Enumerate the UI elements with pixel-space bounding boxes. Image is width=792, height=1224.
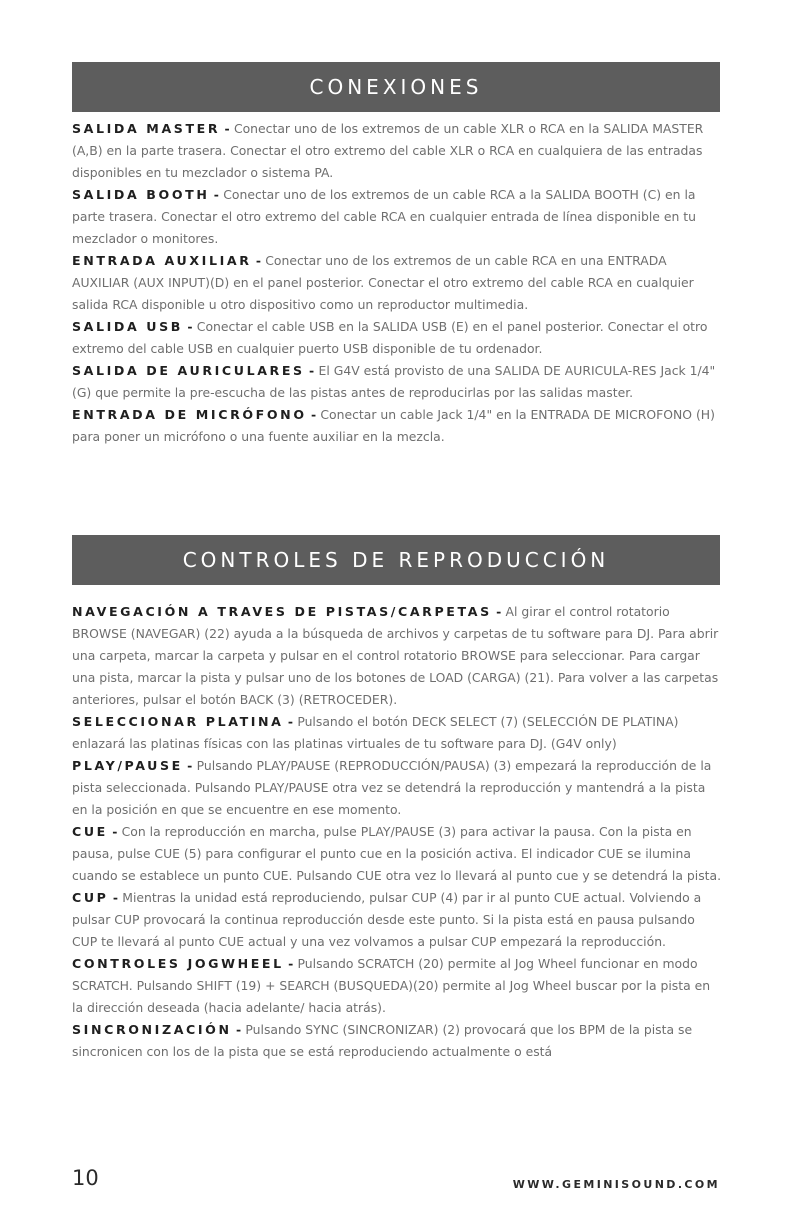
term-label: SALIDA USB <box>72 319 184 334</box>
term-separator: - <box>182 758 197 773</box>
term-separator: - <box>251 253 266 268</box>
section-conexiones <box>72 118 722 448</box>
paragraph-play-pause <box>72 755 722 821</box>
term-label: SALIDA BOOTH <box>72 187 210 202</box>
paragraph-text: Conectar un cable Jack 1/4" en la ENTRADA DE MICROFONO (H) para poner un micrófono o una fuente auxiliar en la mezcla. <box>72 407 715 444</box>
paragraph-text: Conectar uno de los extremos de un cable RCA a la SALIDA BOOTH (C) en la parte trasera. Conectar el otro extremo del cable RCA en cualquier entrada de línea disponible en tu mezclador o monitores. <box>72 187 696 246</box>
section-heading-text: CONTROLES DE REPRODUCCIÓN <box>182 548 610 572</box>
paragraph-entrada-microfono <box>72 404 722 448</box>
paragraph-salida-usb <box>72 316 722 360</box>
paragraph-text: Conectar uno de los extremos de un cable XLR o RCA en la SALIDA MASTER (A,B) en la parte trasera. Conectar el otro extremo del cable XLR o RCA en cualquiera de las entradas disponibles en tu mezclador o sistema PA. <box>72 121 704 180</box>
page-number: 10 <box>72 1166 99 1190</box>
term-label: CONTROLES JOGWHEEL <box>72 956 284 971</box>
term-separator: - <box>306 407 321 422</box>
paragraph-navegacion <box>72 601 722 711</box>
term-label: ENTRADA AUXILIAR <box>72 253 252 268</box>
term-separator: - <box>108 890 123 905</box>
paragraph-seleccionar-platina <box>72 711 722 755</box>
term-separator: - <box>209 187 224 202</box>
term-label: PLAY/PAUSE <box>72 758 183 773</box>
term-separator: - <box>231 1022 246 1037</box>
paragraph-salida-master <box>72 118 722 184</box>
term-separator: - <box>491 604 506 619</box>
term-separator: - <box>107 824 122 839</box>
paragraph-salida-auriculares <box>72 360 722 404</box>
paragraph-text: Con la reproducción en marcha, pulse PLAY/PAUSE (3) para activar la pausa. Con la pista en pausa, pulse CUE (5) para configurar el punto cue en la posición activa. El indicador CUE se ilumina cuando se establece un punto CUE. Pulsando CUE otra vez lo llevará al punto cue y se detendrá la pista. <box>72 824 722 883</box>
paragraph-text: Conectar el cable USB en la SALIDA USB (E) en el panel posterior. Conectar el otro extremo del cable USB en cualquier puerto USB disponible de tu ordenador. <box>72 319 708 356</box>
term-label: SINCRONIZACIÓN <box>72 1022 232 1037</box>
term-separator: - <box>183 319 197 334</box>
term-label: NAVEGACIÓN A TRAVES DE PISTAS/CARPETAS <box>72 604 492 619</box>
term-label: SALIDA DE AURICULARES <box>72 363 305 378</box>
term-separator: - <box>283 956 298 971</box>
term-separator: - <box>220 121 234 136</box>
section-controles-reproduccion <box>72 601 722 1063</box>
paragraph-cup <box>72 887 722 953</box>
paragraph-text: Pulsando PLAY/PAUSE (REPRODUCCIÓN/PAUSA) (3) empezará la reproducción de la pista seleccionada. Pulsando PLAY/PAUSE otra vez se detendrá la reproducción y mantendrá a la pista en la posición en que se encuentre en ese momento. <box>72 758 712 817</box>
paragraph-text: Mientras la unidad está reproduciendo, pulsar CUP (4) par ir al punto CUE actual. Volviendo a pulsar CUP provocará la continua reproducción desde este punto. Si la pista está en pausa pulsando CUP te llevará al punto CUE actual y una vez volvamos a pulsar CUP empezará la reproducción. <box>72 890 702 949</box>
paragraph-text: Pulsando SCRATCH (20) permite al Jog Wheel funcionar en modo SCRATCH. Pulsando SHIFT (19) + SEARCH (BUSQUEDA)(20) permite al Jog Wheel buscar por la pista en la dirección deseada (hacia adelante/ hacia atrás). <box>72 956 711 1015</box>
term-label: CUP <box>72 890 109 905</box>
term-separator: - <box>304 363 319 378</box>
section-heading-controles-reproduccion <box>72 535 720 585</box>
paragraph-text: Conectar uno de los extremos de un cable RCA en una ENTRADA AUXILIAR (AUX INPUT)(D) en el panel posterior. Conectar el otro extremo del cable RCA en cualquier salida RCA disponible u otro dispositivo como un reproductor multimedia. <box>72 253 694 312</box>
term-label: SALIDA MASTER <box>72 121 221 136</box>
paragraph-text: Pulsando el botón DECK SELECT (7) (SELECCIÓN DE PLATINA) enlazará las platinas físicas con las platinas virtuales de tu software para DJ. (G4V only) <box>72 714 679 751</box>
footer-website-link[interactable]: WWW.GEMINISOUND.COM <box>512 1178 720 1191</box>
paragraph-text: Al girar el control rotatorio BROWSE (NAVEGAR) (22) ayuda a la búsqueda de archivos y carpetas de tu software para DJ. Para abrir una carpeta, marcar la carpeta y pulsar en el control rotatorio BROWSE para seleccionar. Para cargar una pista, marcar la pista y pulsar uno de los botones de LOAD (CARGA) (21). Para volver a las carpetas anteriores, pulsar el botón BACK (3) (RETROCEDER). <box>72 604 719 707</box>
paragraph-entrada-auxiliar <box>72 250 722 316</box>
section-heading-text: CONEXIONES <box>309 75 483 99</box>
term-separator: - <box>283 714 298 729</box>
paragraph-text: Pulsando SYNC (SINCRONIZAR) (2) provocará que los BPM de la pista se sincronicen con los de la pista que se está reproduciendo actualmente o está <box>72 1022 693 1059</box>
paragraph-sincronizacion <box>72 1019 722 1063</box>
paragraph-salida-booth <box>72 184 722 250</box>
term-label: SELECCIONAR PLATINA <box>72 714 284 729</box>
section-heading-conexiones <box>72 62 720 112</box>
paragraph-text: El G4V está provisto de una SALIDA DE AURICULA-RES Jack 1/4" (G) que permite la pre-escucha de las pistas antes de reproducirlas por las salidas master. <box>72 363 716 400</box>
term-label: CUE <box>72 824 108 839</box>
paragraph-controles-jogwheel <box>72 953 722 1019</box>
term-label: ENTRADA DE MICRÓFONO <box>72 407 307 422</box>
paragraph-cue <box>72 821 722 887</box>
